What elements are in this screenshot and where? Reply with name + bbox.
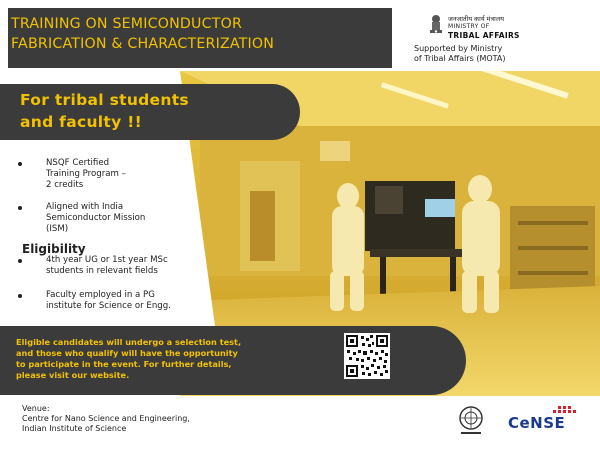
list-item <box>18 202 233 235</box>
point-line: NSQF Certified <box>46 158 110 168</box>
venue-line-2: Indian Institute of Science <box>22 424 127 433</box>
page-title <box>11 14 274 54</box>
eligibility-points <box>18 255 258 325</box>
bullet-icon <box>18 259 22 263</box>
venue-label: Venue: <box>22 404 50 413</box>
venue-line-1: Centre for Nano Science and Engineering, <box>22 414 190 423</box>
support-line-1: Supported by Ministry <box>414 44 503 53</box>
point-line: Training Program – <box>46 169 126 179</box>
info-line-3: to participate in the event. For further details, <box>16 359 232 369</box>
title-line-1: TRAINING ON SEMICONDUCTOR <box>11 16 243 32</box>
point-line: institute for Science or Engg. <box>46 301 171 311</box>
info-line-4: please visit our website. <box>16 370 130 380</box>
audience-line-1: For tribal students <box>20 91 189 109</box>
header <box>0 0 600 71</box>
ministry-hindi-name: जनजातीय कार्य मंत्रालय <box>448 15 505 23</box>
iisc-logo-icon <box>456 405 486 437</box>
qr-code-icon[interactable] <box>344 333 390 379</box>
bullet-icon <box>18 294 22 298</box>
title-line-2: FABRICATION & CHARACTERIZATION <box>11 36 275 52</box>
point-line: Aligned with India <box>46 202 124 212</box>
point-line: (ISM) <box>46 224 69 234</box>
bullet-icon <box>18 162 22 166</box>
ministry-name-line-1: MINISTRY OF <box>448 23 490 30</box>
info-line-2: and those who qualify will have the opportunity <box>16 348 238 358</box>
bullet-icon <box>18 206 22 210</box>
selection-info <box>16 337 336 381</box>
audience-line-2: and faculty !! <box>20 113 142 131</box>
program-points <box>18 158 233 246</box>
list-item <box>18 255 258 277</box>
point-line: students in relevant fields <box>46 266 158 276</box>
support-line-2: of Tribal Affairs (MOTA) <box>414 54 506 63</box>
list-item <box>18 290 258 312</box>
point-line: 4th year UG or 1st year MSc <box>46 255 168 265</box>
venue-info <box>22 404 190 434</box>
audience-heading <box>20 89 280 133</box>
ministry-name-line-2: TRIBAL AFFAIRS <box>448 31 520 40</box>
list-item <box>18 158 233 191</box>
point-line: Faculty employed in a PG <box>46 290 155 300</box>
info-line-1: Eligible candidates will undergo a selection test, <box>16 337 242 347</box>
point-line: 2 credits <box>46 180 84 190</box>
support-note <box>414 44 590 64</box>
cense-logo-text: CeNSE <box>508 414 566 432</box>
national-emblem-icon <box>427 14 445 36</box>
point-line: Semiconductor Mission <box>46 213 146 223</box>
eligibility-heading: Eligibility <box>22 242 86 256</box>
